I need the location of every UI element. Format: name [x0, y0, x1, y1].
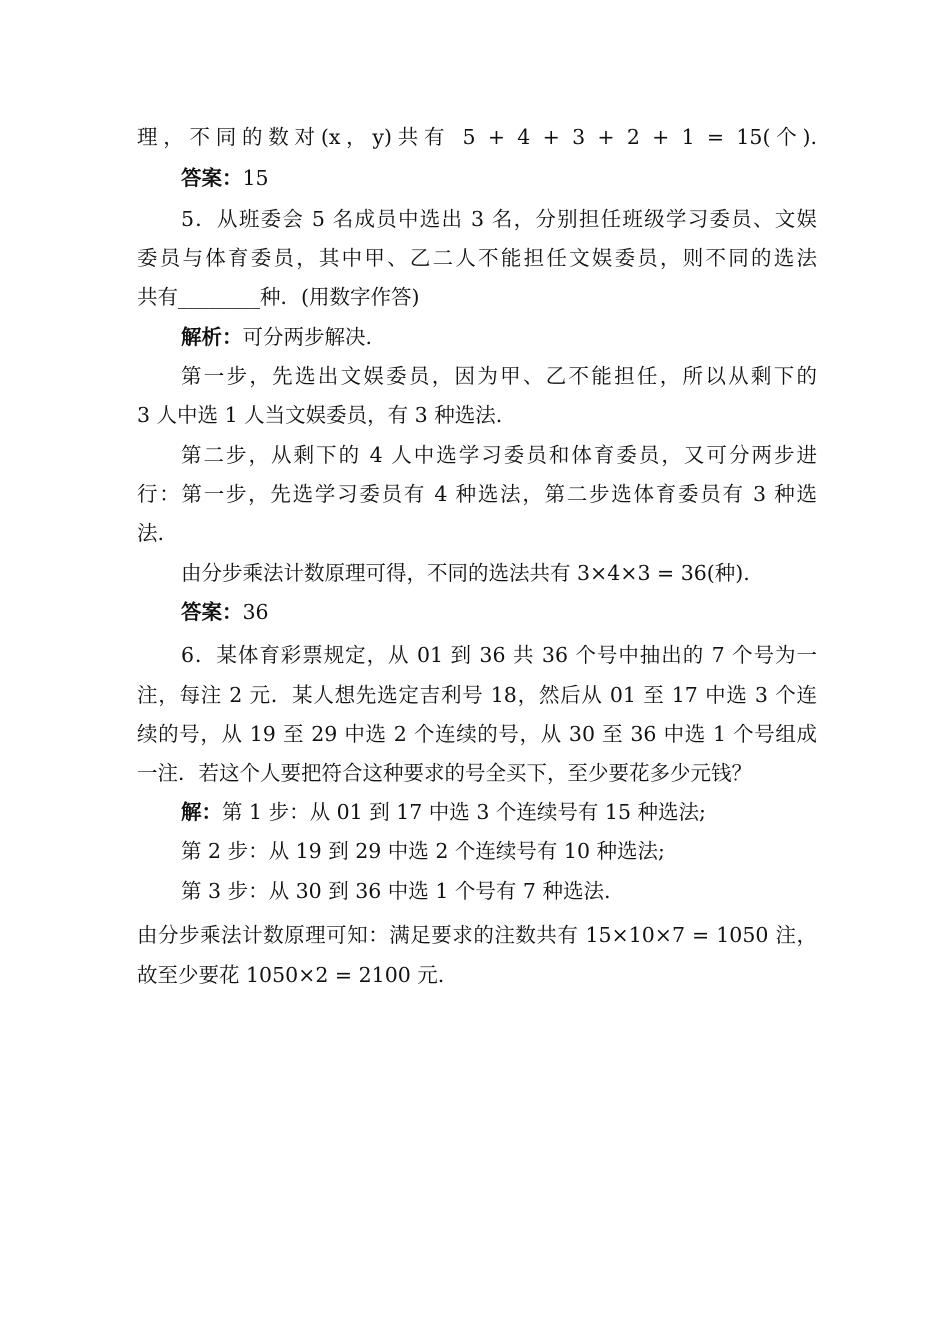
solution-label: 解： — [181, 800, 222, 824]
answer-line — [181, 163, 817, 193]
step-1-line: 第一步，先选出文娱委员，因为甲、乙不能担任，所以从剩下的 — [181, 364, 817, 388]
step-2-line: 第二步，从剩下的 4 人中选学习委员和体育委员，又可分两步进 — [181, 443, 817, 467]
answer-label: 答案： — [181, 166, 243, 190]
question-6-line: 一注．若这个人要把符合这种要求的号全买下，至少要花多少元钱？ — [137, 761, 752, 785]
solution-line — [181, 797, 817, 827]
step-2-line: 法. — [137, 521, 165, 545]
analysis-label: 解析： — [181, 325, 243, 349]
question-6-line: 续的号，从 19 至 29 中选 2 个连续的号，从 30 至 36 中选 1 个号组成 — [137, 722, 817, 746]
solution-conclusion: 由分步乘法计数原理可知：满足要求的注数共有 15×10×7 = 1050 注， — [137, 923, 817, 947]
question-6-line: 6．某体育彩票规定，从 01 到 36 共 36 个号中抽出的 7 个号为一 — [181, 643, 817, 667]
solution-conclusion: 故至少要花 1050×2 = 2100 元. — [137, 963, 445, 987]
solution-step-2: 第 2 步：从 19 到 29 中选 2 个连续号有 10 种选法; — [181, 839, 665, 863]
question-5-line: 5．从班委会 5 名成员中选出 3 名，分别担任班级学习委员、文娱 — [181, 207, 817, 231]
step-2-line: 行：第一步，先选学习委员有 4 种选法，第二步选体育委员有 3 种选 — [137, 482, 817, 506]
solution-step-1: 第 1 步：从 01 到 17 中选 3 个连续号有 15 种选法; — [222, 800, 706, 824]
solution-step-3: 第 3 步：从 30 到 36 中选 1 个号有 7 种选法. — [181, 879, 611, 903]
analysis-text: 可分两步解决. — [242, 325, 373, 349]
answer-value: 36 — [242, 600, 269, 624]
step-1-line: 3 人中选 1 人当文娱委员，有 3 种选法. — [137, 403, 503, 427]
answer-label: 答案： — [181, 600, 243, 624]
text-line: 理，不同的数对(x，y)共有 5 + 4 + 3 + 2 + 1 = 15(个). — [137, 125, 817, 149]
question-5-line: 共有________种．(用数字作答) — [137, 285, 420, 309]
answer-value: 15 — [242, 166, 269, 190]
conclusion-line: 由分步乘法计数原理可得，不同的选法共有 3×4×3 = 36(种). — [181, 561, 750, 585]
answer-line — [181, 597, 817, 627]
question-5-line: 委员与体育委员，其中甲、乙二人不能担任文娱委员，则不同的选法 — [137, 246, 817, 270]
analysis-line — [181, 322, 817, 352]
question-6-line: 注，每注 2 元．某人想先选定吉利号 18，然后从 01 至 17 中选 3 个连 — [137, 683, 817, 707]
